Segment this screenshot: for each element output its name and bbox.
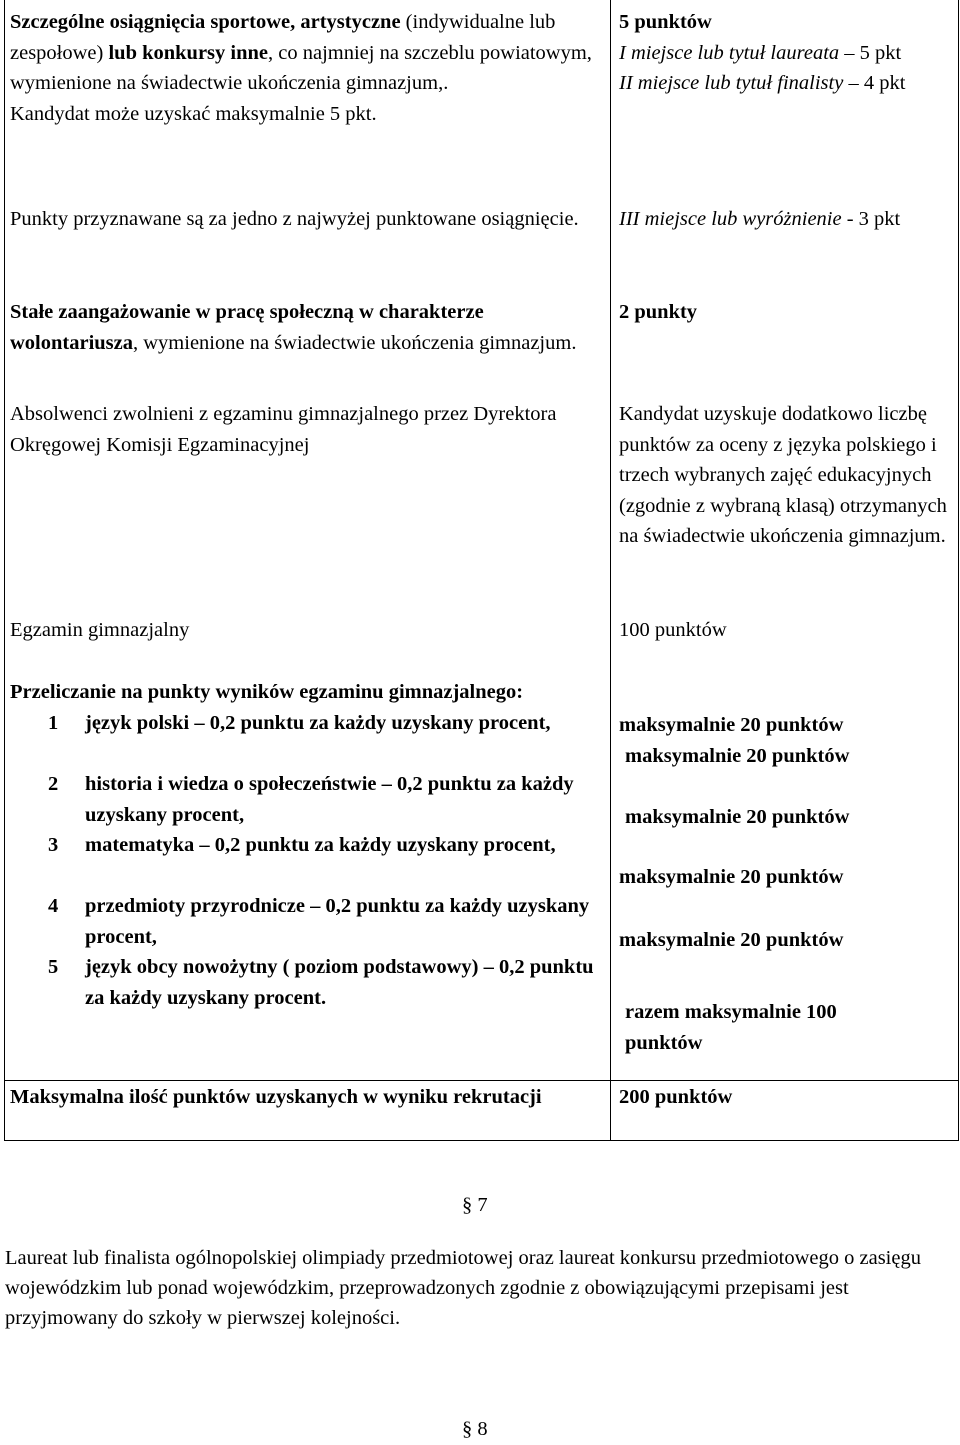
row5-right-cell: 100 punktów bbox=[619, 619, 727, 641]
exam-item-number: 2 bbox=[48, 773, 59, 795]
section-8-heading: § 8 bbox=[462, 1418, 488, 1440]
exam-item-text: język polski – 0,2 punktu za każdy uzyskany procent, bbox=[85, 712, 551, 734]
section-7-heading: § 7 bbox=[462, 1194, 488, 1216]
row1-left-cell bbox=[10, 7, 605, 129]
exam-item-number: 1 bbox=[48, 712, 59, 734]
exam-max-total-text: razem maksymalnie 100 punktów bbox=[625, 1001, 837, 1054]
row1-right-cell bbox=[619, 7, 954, 99]
exam-item-4 bbox=[48, 891, 603, 952]
row1-left-bold-2: lub konkursy inne bbox=[108, 41, 269, 64]
row1-right-normal-2: – 4 pkt bbox=[843, 72, 906, 94]
row-divider bbox=[4, 1080, 959, 1081]
row5-left-cell: Egzamin gimnazjalny bbox=[10, 619, 190, 641]
exam-item-3 bbox=[48, 830, 603, 861]
exam-item-1 bbox=[48, 708, 603, 739]
row2-right-normal: - 3 pkt bbox=[841, 208, 901, 230]
exam-max-1: maksymalnie 20 punktów bbox=[619, 714, 844, 736]
row1-right-italic-2: II miejsce lub tytuł finalisty bbox=[619, 72, 844, 94]
row7-left-cell: Maksymalna ilość punktów uzyskanych w wyniku rekrutacji bbox=[10, 1086, 542, 1108]
exam-item-text: przedmioty przyrodnicze – 0,2 punktu za każdy uzyskany procent, bbox=[85, 895, 590, 948]
row6-heading: Przeliczanie na punkty wyników egzaminu gimnazjalnego: bbox=[10, 681, 524, 703]
row4-right-cell: Kandydat uzyskuje dodatkowo liczbę punktów za oceny z języka polskiego i trzech wybranych zajęć edukacyjnych (zgodnie z wybraną klasą) otrzymanych na świadectwie ukończenia gimnazjum. bbox=[619, 403, 947, 547]
row2-right-cell bbox=[619, 204, 954, 235]
exam-max-5: maksymalnie 20 punktów bbox=[619, 929, 844, 951]
exam-max-total bbox=[619, 997, 889, 1058]
section-7-paragraph: Laureat lub finalista ogólnopolskiej olimpiady przedmiotowej oraz laureat konkursu przedmiotowego o zasięgu wojewódzkim lub ponad wojewódzkim, przeprowadzonych zgodnie z obowiązującymi przepisami jest przyjmowany do szkoły w pierwszej kolejności. bbox=[5, 1247, 921, 1329]
row1-left-line2: Kandydat może uzyskać maksymalnie 5 pkt. bbox=[10, 102, 377, 125]
column-divider bbox=[610, 0, 611, 1141]
row7-right-cell: 200 punktów bbox=[619, 1086, 733, 1108]
row3-left-bold: Stałe zaangażowanie w pracę społeczną w charakterze wolontariusza bbox=[10, 301, 484, 354]
exam-item-number: 3 bbox=[48, 834, 59, 856]
exam-item-number: 4 bbox=[48, 895, 59, 917]
exam-item-number: 5 bbox=[48, 956, 59, 978]
exam-max-4: maksymalnie 20 punktów bbox=[619, 866, 844, 888]
row2-left-cell: Punkty przyznawane są za jedno z najwyżej punktowane osiągnięcie. bbox=[10, 208, 579, 230]
row3-left-cell bbox=[10, 297, 605, 358]
exam-item-text: matematyka – 0,2 punktu za każdy uzyskany procent, bbox=[85, 834, 556, 856]
row1-right-normal-1: – 5 pkt bbox=[839, 41, 902, 64]
row1-left-bold-1: Szczególne osiągnięcia sportowe, artystyczne bbox=[10, 11, 401, 33]
exam-item-5 bbox=[48, 952, 603, 1013]
row4-left-cell: Absolwenci zwolnieni z egzaminu gimnazjalnego przez Dyrektora Okręgowej Komisji Egzaminacyjnej bbox=[10, 403, 557, 456]
exam-max-2: maksymalnie 20 punktów bbox=[625, 745, 850, 767]
exam-item-text: język obcy nowożytny ( poziom podstawowy) – 0,2 punktu za każdy uzyskany procent. bbox=[85, 956, 594, 1009]
row1-right-bold: 5 punktów bbox=[619, 11, 712, 33]
row1-left-normal-1: (indywidualne lub zespołowe) bbox=[10, 11, 556, 64]
row2-right-italic: III miejsce lub wyróżnienie bbox=[619, 208, 842, 230]
exam-item-text: historia i wiedza o społeczeństwie – 0,2 punktu za każdy uzyskany procent, bbox=[85, 773, 574, 826]
row3-left-normal: , wymienione na świadectwie ukończenia gimnazjum. bbox=[133, 331, 577, 354]
row3-right-cell: 2 punkty bbox=[619, 301, 698, 323]
exam-max-3: maksymalnie 20 punktów bbox=[625, 806, 850, 828]
row1-right-italic-1: I miejsce lub tytuł laureata bbox=[619, 41, 840, 64]
exam-item-2 bbox=[48, 769, 603, 830]
row1-left-normal-2: , co najmniej na szczeblu powiatowym, wymienione na świadectwie ukończenia gimnazjum,. bbox=[10, 41, 592, 94]
